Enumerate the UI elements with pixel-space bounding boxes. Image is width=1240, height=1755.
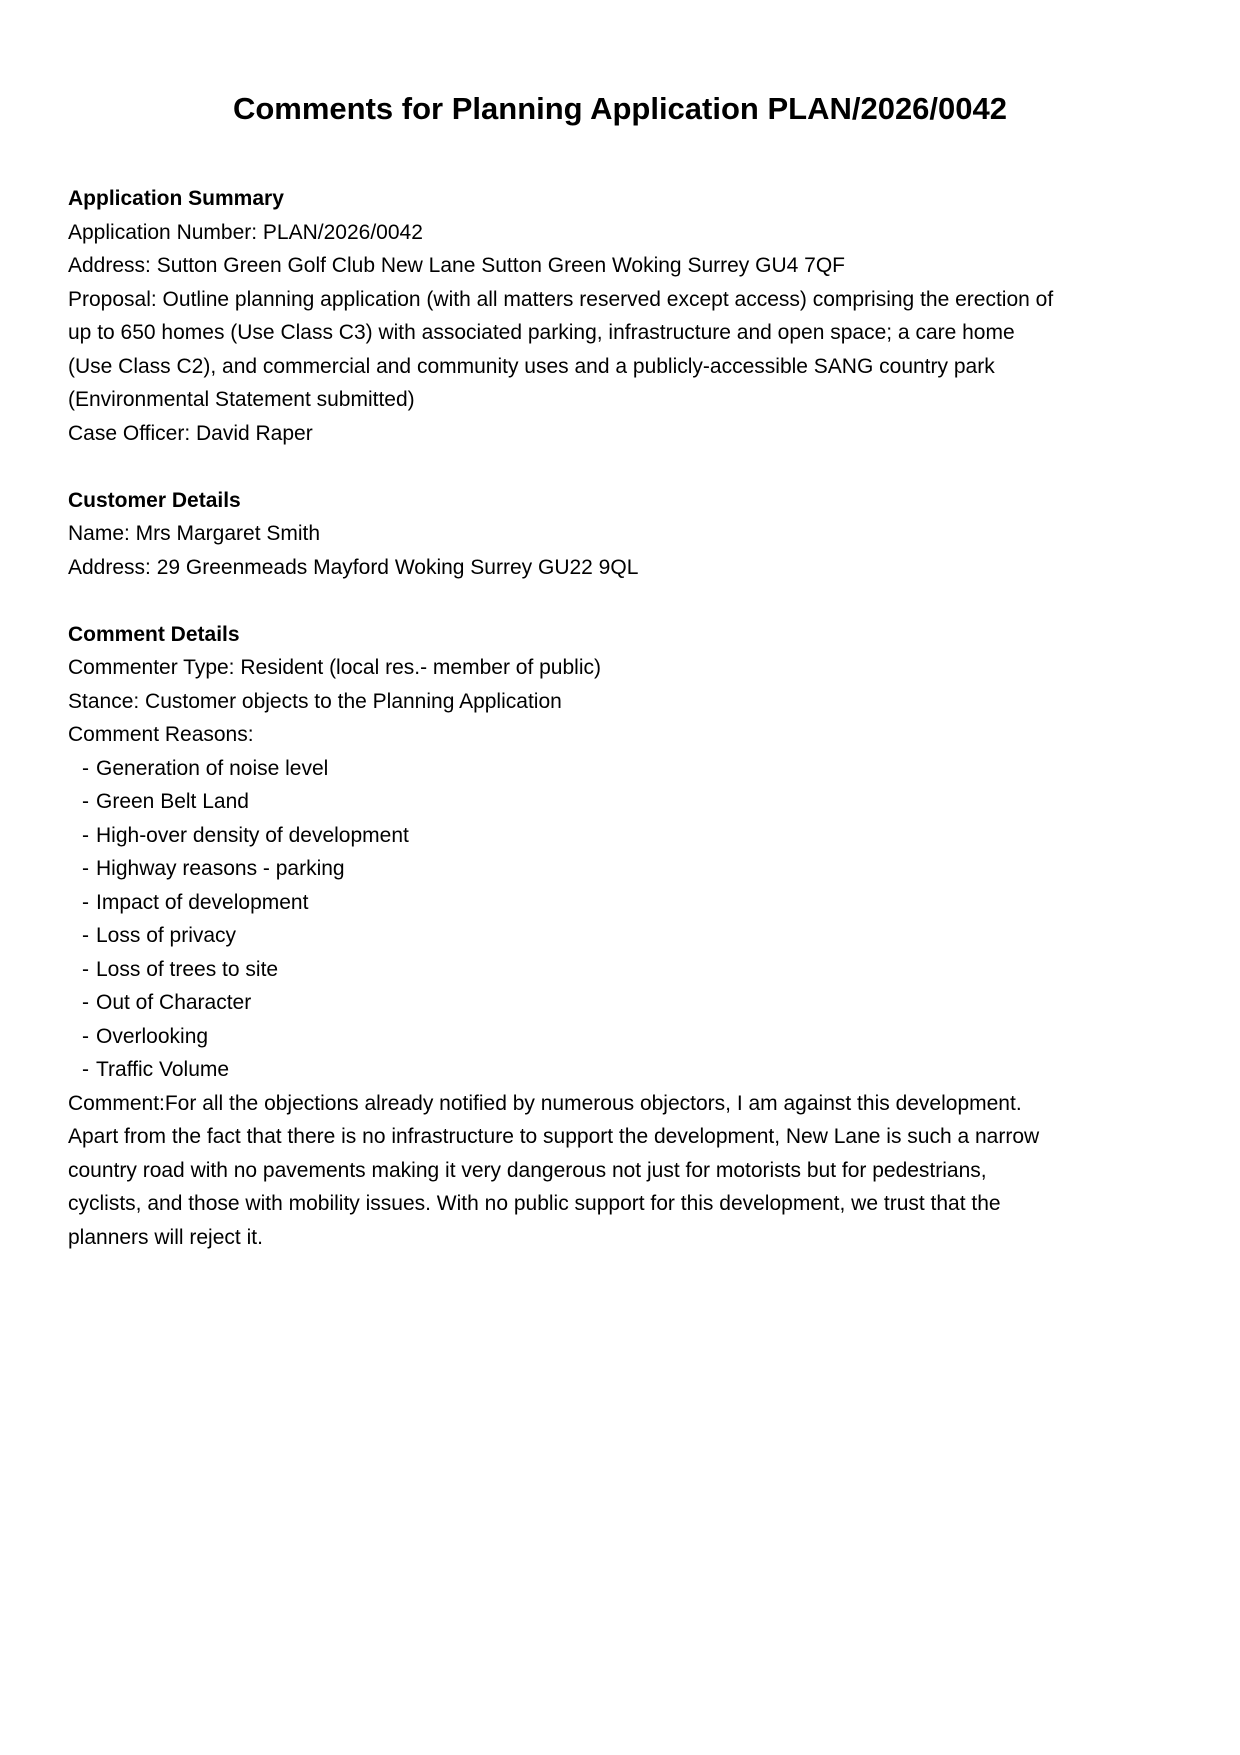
customer-name-line: Name: Mrs Margaret Smith — [68, 522, 321, 545]
reason-bullet: - — [82, 823, 89, 847]
commenter-type-line: Commenter Type: Resident (local res.- member of public) — [68, 656, 601, 679]
reason-text: Highway reasons - parking — [96, 857, 345, 880]
case-officer-line: Case Officer: David Raper — [68, 421, 313, 445]
reason-text: Traffic Volume — [96, 1058, 230, 1081]
reason-bullet: - — [82, 857, 89, 880]
application-number-line: Application Number: PLAN/2026/0042 — [68, 220, 423, 244]
reason-item — [68, 886, 1058, 920]
comment-details-heading: Comment Details — [68, 622, 240, 646]
reason-item — [68, 919, 1058, 953]
reason-text: Loss of privacy — [96, 924, 237, 947]
reason-item — [68, 953, 1058, 987]
customer-details-heading: Customer Details — [68, 488, 241, 512]
reason-item — [68, 752, 1058, 786]
reason-bullet: - — [82, 957, 89, 981]
reason-bullet: - — [82, 790, 89, 813]
reason-item — [68, 986, 1058, 1020]
customer-address-line: Address: 29 Greenmeads Mayford Woking Surrey GU22 9QL — [68, 555, 639, 579]
section-comment-details — [68, 618, 1058, 1255]
reason-text: Out of Character — [96, 991, 252, 1014]
page-title: Comments for Planning Application PLAN/2026/0042 — [232, 91, 1008, 126]
comment-reasons-list — [68, 752, 1058, 1087]
reason-text: Generation of noise level — [96, 756, 329, 780]
reason-bullet: - — [82, 756, 89, 780]
stance-line: Stance: Customer objects to the Planning Application — [68, 689, 562, 713]
reason-item — [68, 1053, 1058, 1087]
reason-bullet: - — [82, 924, 89, 947]
reason-text: Loss of trees to site — [96, 957, 279, 981]
reason-item — [68, 785, 1058, 819]
comment-reasons-label: Comment Reasons: — [68, 723, 254, 746]
application-address-line: Address: Sutton Green Golf Club New Lane Sutton Green Woking Surrey GU4 7QF — [68, 254, 845, 277]
reason-item — [68, 1020, 1058, 1054]
reason-item — [68, 852, 1058, 886]
application-summary-heading: Application Summary — [68, 187, 284, 210]
section-application-summary — [68, 182, 1058, 450]
proposal-line: Proposal: Outline planning application (with all matters reserved except access) comprising the erection of up to 650 homes (Use Class C3) with associated parking, infrastructure and open space; a care home (Use Class C2), and commercial and community uses and a publicly-accessible SANG country park (Environmental Statement submitted) — [68, 287, 1054, 411]
comment-text: Comment:For all the objections already notified by numerous objectors, I am against this development. Apart from the fact that there is no infrastructure to support the development, New Lane is such a narrow country road with no pavements making it very dangerous not just for motorists but for pedestrians, cyclists, and those with mobility issues. With no public support for this development, we trust that the planners will reject it. — [68, 1091, 1040, 1249]
reason-bullet: - — [82, 1058, 89, 1081]
reason-text: Green Belt Land — [96, 790, 249, 813]
reason-text: Overlooking — [96, 1024, 209, 1048]
document-body — [68, 182, 1058, 1254]
reason-bullet: - — [82, 991, 89, 1014]
reason-bullet: - — [82, 890, 89, 914]
section-customer-details — [68, 484, 1058, 585]
reason-bullet: - — [82, 1024, 89, 1048]
reason-text: High-over density of development — [96, 823, 409, 847]
reason-item — [68, 819, 1058, 853]
reason-text: Impact of development — [96, 890, 309, 914]
